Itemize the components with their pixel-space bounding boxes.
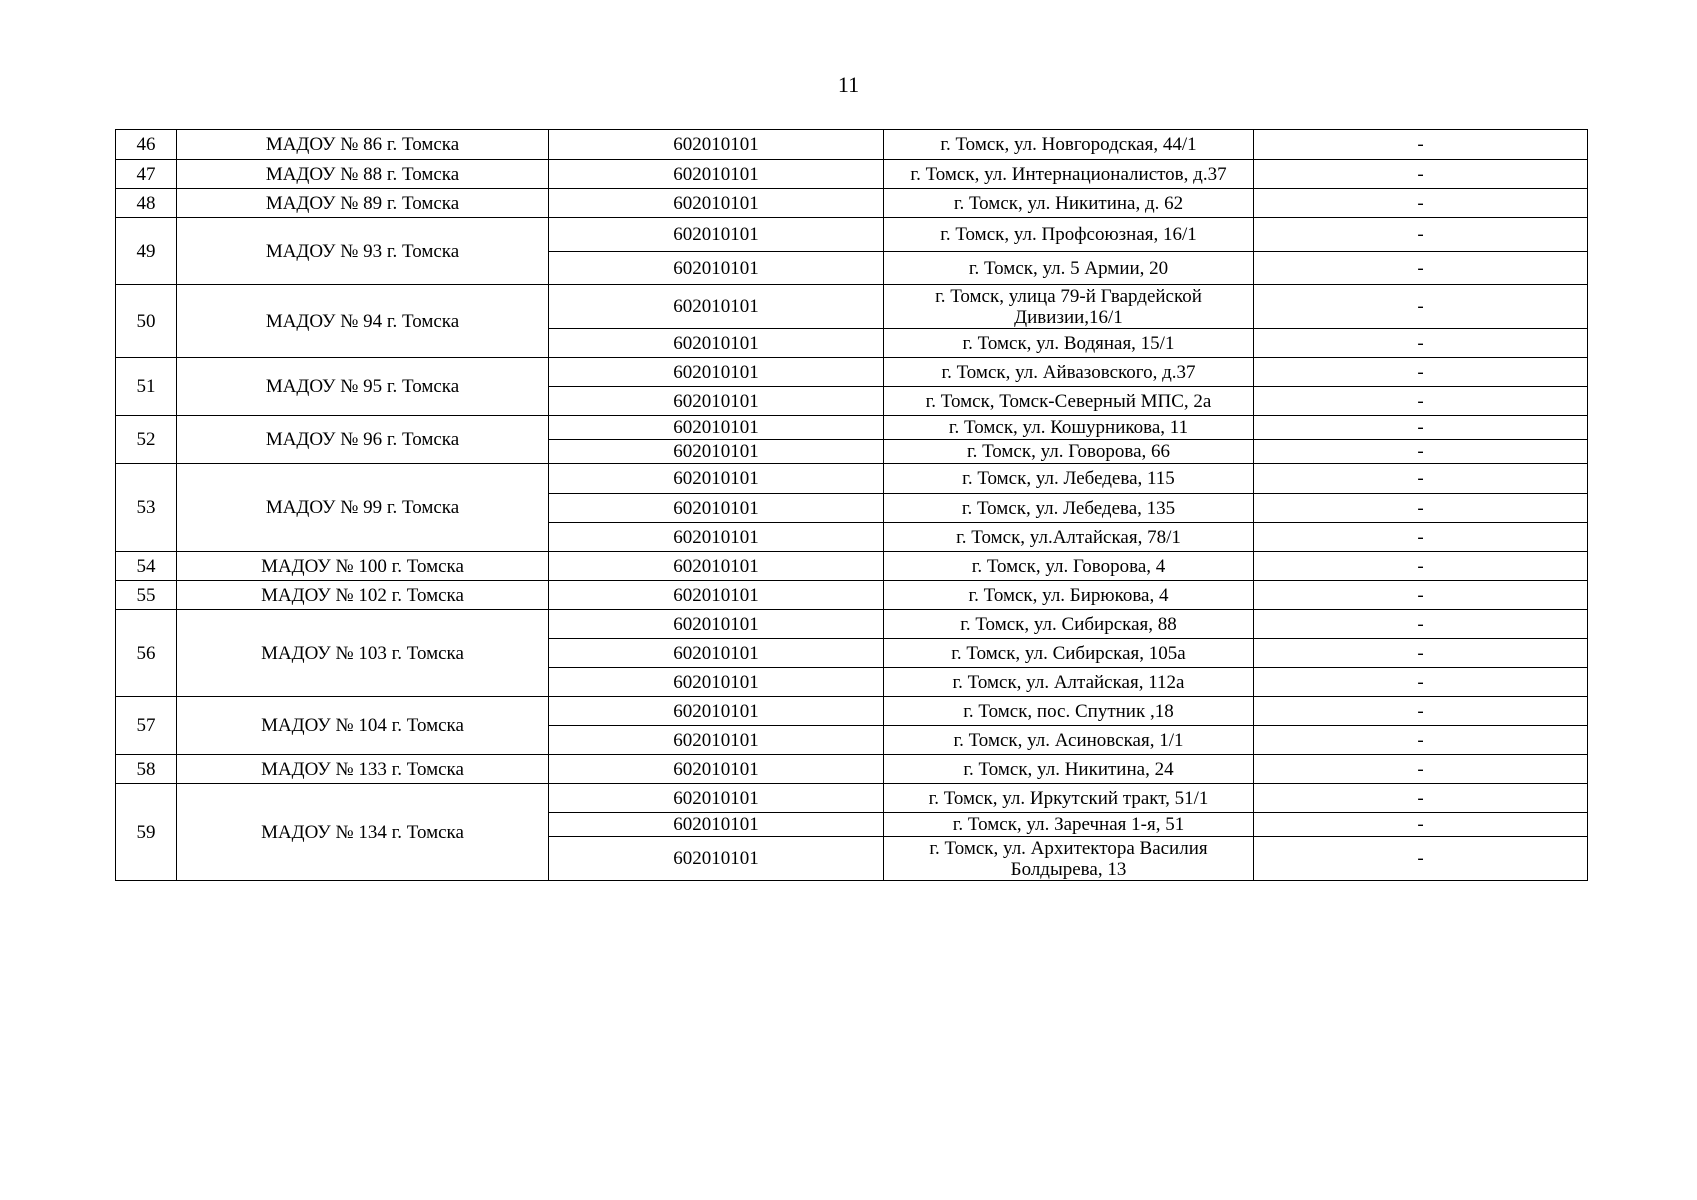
code-cell: 602010101 [549,387,884,416]
note-cell: - [1254,552,1588,581]
note-cell: - [1254,130,1588,160]
address-cell: г. Томск, ул. Сибирская, 105а [884,639,1254,668]
code-cell: 602010101 [549,610,884,639]
row-number-cell: 46 [116,130,177,160]
table-row [116,552,1588,581]
address-cell: г. Томск, ул. Архитектора Василия Болдырева, 13 [884,837,1254,881]
code-cell: 602010101 [549,552,884,581]
code-cell: 602010101 [549,252,884,285]
organization-cell: МАДОУ № 133 г. Томска [177,755,549,784]
code-cell: 602010101 [549,697,884,726]
note-cell: - [1254,464,1588,494]
code-cell: 602010101 [549,464,884,494]
page-number: 11 [837,72,860,97]
organization-cell: МАДОУ № 104 г. Томска [177,697,549,755]
note-cell: - [1254,668,1588,697]
code-cell: 602010101 [549,581,884,610]
address-cell: г. Томск, ул. Говорова, 4 [884,552,1254,581]
code-cell: 602010101 [549,218,884,252]
code-cell: 602010101 [549,639,884,668]
address-cell: г. Томск, ул. Интернационалистов, д.37 [884,160,1254,189]
address-cell: г. Томск, улица 79-й Гвардейской Дивизии,16/1 [884,285,1254,329]
note-cell: - [1254,726,1588,755]
address-cell: г. Томск, ул. Айвазовского, д.37 [884,358,1254,387]
address-cell: г. Томск, ул. Профсоюзная, 16/1 [884,218,1254,252]
organization-cell: МАДОУ № 96 г. Томска [177,416,549,464]
note-cell: - [1254,329,1588,358]
row-number-cell: 53 [116,464,177,552]
code-cell: 602010101 [549,189,884,218]
note-cell: - [1254,189,1588,218]
address-cell: г. Томск, ул. Заречная 1-я, 51 [884,813,1254,837]
row-number-cell: 58 [116,755,177,784]
organization-cell: МАДОУ № 102 г. Томска [177,581,549,610]
code-cell: 602010101 [549,329,884,358]
address-cell: г. Томск, ул. Никитина, 24 [884,755,1254,784]
code-cell: 602010101 [549,837,884,881]
note-cell: - [1254,639,1588,668]
organization-cell: МАДОУ № 95 г. Томска [177,358,549,416]
table-row [116,416,1588,440]
note-cell: - [1254,755,1588,784]
organization-cell: МАДОУ № 89 г. Томска [177,189,549,218]
table-row [116,189,1588,218]
table-row [116,755,1588,784]
organization-cell: МАДОУ № 100 г. Томска [177,552,549,581]
row-number-cell: 52 [116,416,177,464]
table-row [116,697,1588,726]
code-cell: 602010101 [549,285,884,329]
organization-cell: МАДОУ № 99 г. Томска [177,464,549,552]
row-number-cell: 56 [116,610,177,697]
organization-cell: МАДОУ № 103 г. Томска [177,610,549,697]
note-cell: - [1254,252,1588,285]
row-number-cell: 48 [116,189,177,218]
organization-cell: МАДОУ № 94 г. Томска [177,285,549,358]
organization-cell: МАДОУ № 134 г. Томска [177,784,549,881]
note-cell: - [1254,837,1588,881]
note-cell: - [1254,285,1588,329]
row-number-cell: 49 [116,218,177,285]
organization-cell: МАДОУ № 93 г. Томска [177,218,549,285]
note-cell: - [1254,218,1588,252]
code-cell: 602010101 [549,668,884,697]
code-cell: 602010101 [549,523,884,552]
note-cell: - [1254,697,1588,726]
code-cell: 602010101 [549,813,884,837]
row-number-cell: 47 [116,160,177,189]
code-cell: 602010101 [549,160,884,189]
address-cell: г. Томск, ул. Сибирская, 88 [884,610,1254,639]
row-number-cell: 55 [116,581,177,610]
registry-table [115,129,1588,881]
address-cell: г. Томск, ул. Говорова, 66 [884,440,1254,464]
note-cell: - [1254,494,1588,523]
note-cell: - [1254,610,1588,639]
table-row [116,285,1588,329]
code-cell: 602010101 [549,784,884,813]
table-row [116,160,1588,189]
address-cell: г. Томск, ул. Водяная, 15/1 [884,329,1254,358]
address-cell: г. Томск, ул. Лебедева, 135 [884,494,1254,523]
note-cell: - [1254,416,1588,440]
address-cell: г. Томск, ул. Кошурникова, 11 [884,416,1254,440]
row-number-cell: 57 [116,697,177,755]
code-cell: 602010101 [549,755,884,784]
address-cell: г. Томск, ул. Никитина, д. 62 [884,189,1254,218]
row-number-cell: 51 [116,358,177,416]
row-number-cell: 50 [116,285,177,358]
table-row [116,358,1588,387]
registry-table-body [116,130,1588,881]
row-number-cell: 54 [116,552,177,581]
address-cell: г. Томск, пос. Спутник ,18 [884,697,1254,726]
table-row [116,610,1588,639]
organization-cell: МАДОУ № 88 г. Томска [177,160,549,189]
table-row [116,218,1588,252]
note-cell: - [1254,358,1588,387]
note-cell: - [1254,813,1588,837]
table-row [116,130,1588,160]
code-cell: 602010101 [549,130,884,160]
note-cell: - [1254,440,1588,464]
address-cell: г. Томск, ул.Алтайская, 78/1 [884,523,1254,552]
address-cell: г. Томск, ул. Иркутский тракт, 51/1 [884,784,1254,813]
table-row [116,464,1588,494]
address-cell: г. Томск, Томск-Северный МПС, 2а [884,387,1254,416]
address-cell: г. Томск, ул. 5 Армии, 20 [884,252,1254,285]
code-cell: 602010101 [549,494,884,523]
code-cell: 602010101 [549,416,884,440]
note-cell: - [1254,581,1588,610]
note-cell: - [1254,784,1588,813]
code-cell: 602010101 [549,726,884,755]
address-cell: г. Томск, ул. Алтайская, 112а [884,668,1254,697]
address-cell: г. Томск, ул. Асиновская, 1/1 [884,726,1254,755]
row-number-cell: 59 [116,784,177,881]
address-cell: г. Томск, ул. Бирюкова, 4 [884,581,1254,610]
note-cell: - [1254,160,1588,189]
address-cell: г. Томск, ул. Новгородская, 44/1 [884,130,1254,160]
code-cell: 602010101 [549,358,884,387]
organization-cell: МАДОУ № 86 г. Томска [177,130,549,160]
code-cell: 602010101 [549,440,884,464]
table-row [116,581,1588,610]
note-cell: - [1254,387,1588,416]
table-row [116,784,1588,813]
note-cell: - [1254,523,1588,552]
address-cell: г. Томск, ул. Лебедева, 115 [884,464,1254,494]
